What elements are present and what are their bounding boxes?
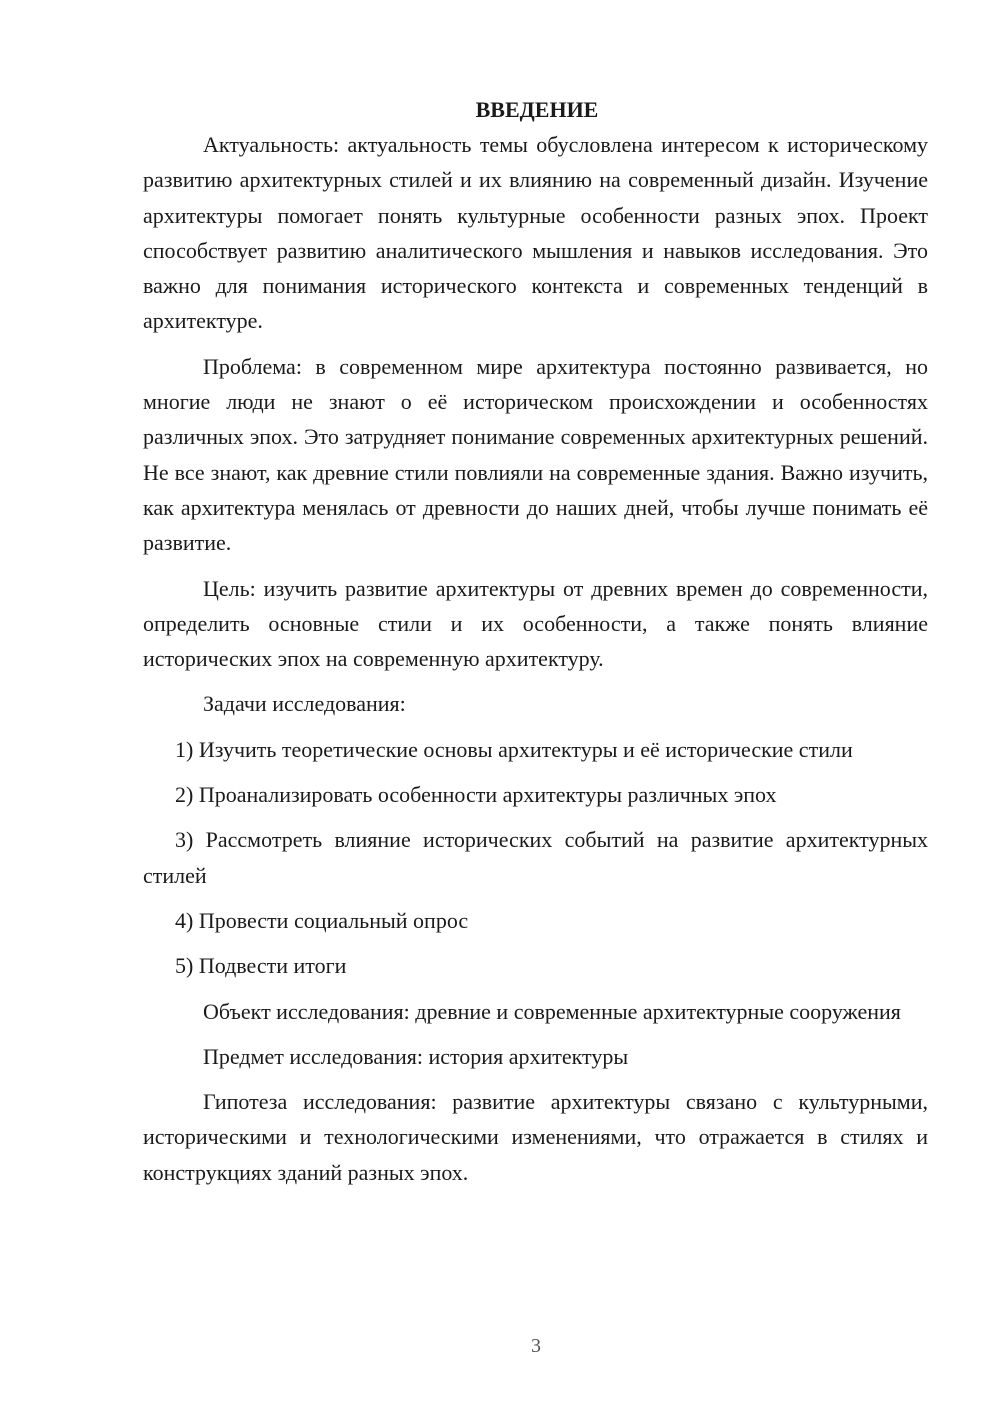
relevance-paragraph: Актуальность: актуальность темы обусловлена интересом к историческому развитию архитектурных стилей и их влиянию на современный дизайн. Изучение архитектуры помогает понять культурные особенности разных эпох. Проект способствует развитию аналитического мышления и навыков исследования. Это важно для понимания исторического контекста и современных тенденций в архитектуре. [143, 132, 928, 334]
section-title: ВВЕДЕНИЕ [475, 97, 599, 122]
task-item-1: 1) Изучить теоретические основы архитектуры и её исторические стили [175, 736, 853, 762]
page-number: 3 [531, 1335, 541, 1357]
page-content [143, 92, 928, 1190]
task-item-3: 3) Рассмотреть влияние исторических событий на развитие архитектурных стилей [143, 827, 928, 888]
task-item-5: 5) Подвести итоги [175, 953, 347, 979]
tasks-heading: Задачи исследования: [203, 691, 406, 717]
research-subject-paragraph: Предмет исследования: история архитектуры [203, 1043, 629, 1069]
task-item-2: 2) Проанализировать особенности архитектуры различных эпох [175, 782, 777, 808]
goal-paragraph: Цель: изучить развитие архитектуры от древних времен до современности, определить основные стили и их особенности, а также понять влияние исторических эпох на современную архитектуру. [143, 575, 928, 672]
problem-paragraph: Проблема: в современном мире архитектура постоянно развивается, но многие люди не знают о её историческом происхождении и особенностях различных эпох. Это затрудняет понимание современных архитектурных решений. Не все знают, как древние стили повлияли на современные здания. Важно изучить, как архитектура менялась от древности до наших дней, чтобы лучше понимать её развитие. [143, 353, 928, 556]
research-object-paragraph: Объект исследования: древние и современные архитектурные сооружения [203, 998, 901, 1024]
task-item-4: 4) Провести социальный опрос [175, 907, 469, 933]
hypothesis-paragraph: Гипотеза исследования: развитие архитектуры связано с культурными, историческими и технологическими изменениями, что отражается в стилях и конструкциях зданий разных эпох. [143, 1089, 928, 1185]
